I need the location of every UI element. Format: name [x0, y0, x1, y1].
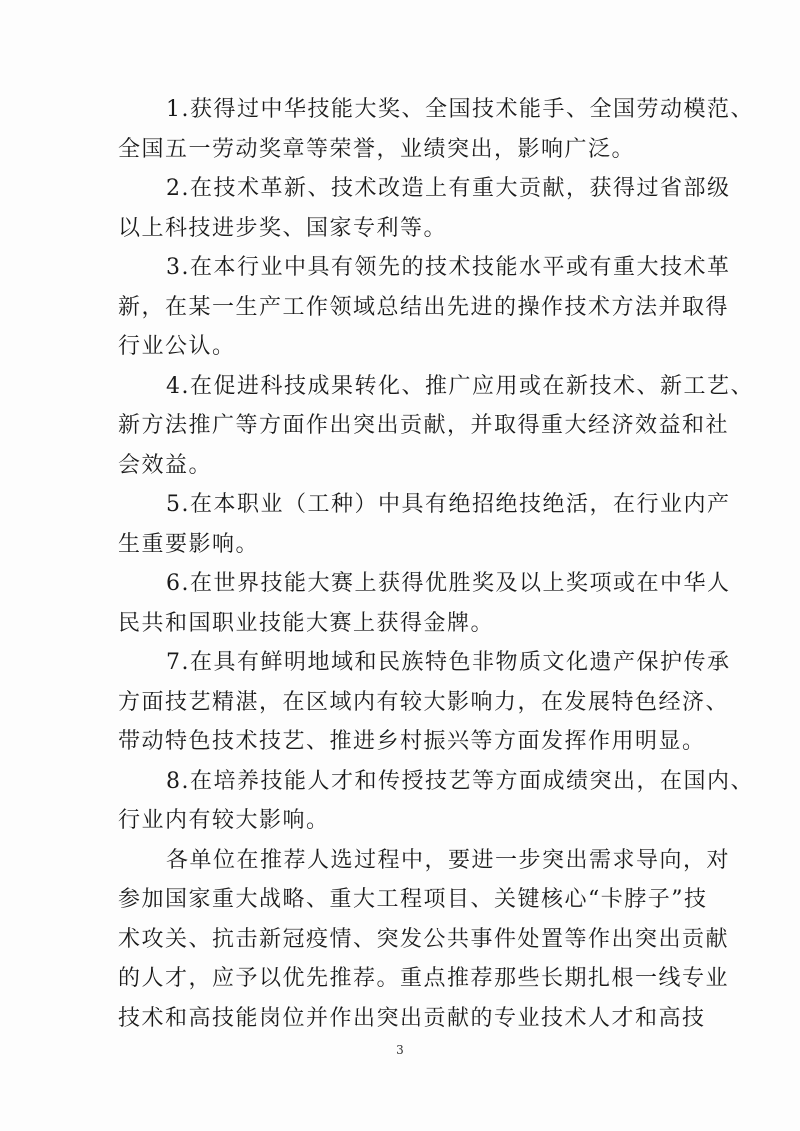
- paragraph-line: 2.在技术革新、技术改造上有重大贡献，获得过省部级: [166, 176, 731, 201]
- criterion-7-paragraph: [118, 643, 731, 762]
- paragraph-line: 新方法推广等方面作出突出贡献，并取得重大经济效益和社: [118, 413, 730, 438]
- paragraph-line: 带动特色技术技艺、推进乡村振兴等方面发挥作用明显。: [118, 729, 706, 754]
- criterion-3-paragraph: [118, 248, 731, 367]
- paragraph-line: 3.在本行业中具有领先的技术技能水平或有重大技术革: [166, 255, 731, 280]
- paragraph-line: 全国五一劳动奖章等荣誉，业绩突出，影响广泛。: [118, 136, 636, 162]
- paragraph-line: 方面技艺精湛，在区域内有较大影响力，在发展特色经济、: [118, 689, 730, 715]
- paragraph-line: 1.获得过中华技能大奖、全国技术能手、全国劳动模范、: [166, 97, 754, 122]
- paragraph-line: 各单位在推荐人选过程中，要进一步突出需求导向，对: [166, 847, 731, 873]
- criterion-4-paragraph: [118, 367, 754, 486]
- paragraph-line: 新，在某一生产工作领域总结出先进的操作技术方法并取得: [118, 294, 730, 320]
- paragraph-line: 参加国家重大战略、重大工程项目、关键核心“卡脖子”技: [118, 887, 708, 912]
- paragraph-line: 6.在世界技能大赛上获得优胜奖及以上奖项或在中华人: [166, 571, 731, 596]
- criterion-2-paragraph: [118, 169, 731, 248]
- document-body: [118, 90, 754, 1038]
- paragraph-line: 会效益。: [118, 452, 213, 478]
- paragraph-line: 以上科技进步奖、国家专利等。: [118, 215, 448, 241]
- paragraph-line: 行业公认。: [118, 334, 236, 359]
- page-number: 3: [396, 1043, 404, 1057]
- paragraph-line: 术攻关、抗击新冠疫情、突发公共事件处置等作出突出贡献: [118, 926, 730, 952]
- paragraph-line: 生重要影响。: [118, 531, 260, 557]
- paragraph-line: 行业内有较大影响。: [118, 808, 330, 833]
- paragraph-line: 5.在本职业（工种）中具有绝招绝技绝活，在行业内产: [166, 492, 731, 517]
- paragraph-line: 民共和国职业技能大赛上获得金牌。: [118, 610, 495, 636]
- paragraph-line: 技术和高技能岗位并作出突出贡献的专业技术人才和高技: [118, 1005, 706, 1031]
- paragraph-line: 8.在培养技能人才和传授技艺等方面成绩突出，在国内、: [166, 768, 754, 794]
- recommendation-paragraph: [118, 841, 731, 1039]
- paragraph-line: 的人才，应予以优先推荐。重点推荐那些长期扎根一线专业: [118, 966, 730, 991]
- paragraph-line: 7.在具有鲜明地域和民族特色非物质文化遗产保护传承: [166, 650, 731, 675]
- criterion-5-paragraph: [118, 485, 731, 564]
- criterion-8-paragraph: [118, 762, 754, 841]
- paragraph-line: 4.在促进科技成果转化、推广应用或在新技术、新工艺、: [166, 373, 754, 399]
- criterion-1-paragraph: [118, 90, 754, 169]
- criterion-6-paragraph: [118, 564, 731, 643]
